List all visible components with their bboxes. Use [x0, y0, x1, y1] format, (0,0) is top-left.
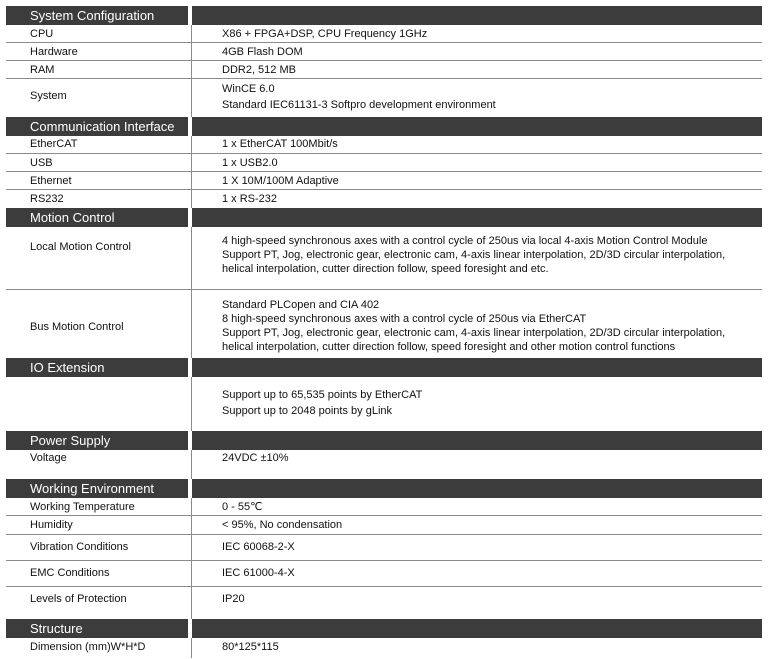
spec-label: RAM	[30, 64, 55, 76]
section-header-structure	[6, 619, 762, 638]
column-divider	[191, 136, 192, 208]
spec-value: 0 - 55℃	[222, 501, 263, 513]
spec-label: Local Motion Control	[30, 241, 131, 253]
section-header-system	[6, 6, 762, 25]
spec-row-hardware	[6, 43, 762, 61]
section-title: Communication Interface	[30, 119, 175, 134]
spec-value: DDR2, 512 MB	[222, 64, 296, 76]
spec-row-emc	[6, 561, 762, 587]
spec-row-ethercat	[6, 136, 762, 154]
spec-row-bus-motion	[6, 290, 762, 358]
spec-value: 1 x USB2.0	[222, 157, 278, 169]
spec-label: Hardware	[30, 46, 78, 58]
spec-value: < 95%, No condensation	[222, 519, 343, 531]
section-header-power	[6, 431, 762, 450]
spec-row-protection	[6, 587, 762, 619]
spec-row-rs232	[6, 190, 762, 208]
spec-row-dimension	[6, 638, 762, 658]
spec-row-ethernet	[6, 172, 762, 190]
section-header-io	[6, 358, 762, 377]
spec-value: IP20	[222, 593, 245, 605]
spec-value: X86 + FPGA+DSP, CPU Frequency 1GHz	[222, 28, 428, 40]
spec-label: Levels of Protection	[30, 593, 127, 605]
spec-value-line: Support up to 2048 points by gLink	[222, 405, 393, 417]
spec-value-line: Support PT, Jog, electronic gear, electronic cam, 4-axis linear interpolation, 2D/3D circular interpolation,	[222, 327, 726, 339]
spec-label: Humidity	[30, 519, 73, 531]
spec-value-line: Support up to 65,535 points by EtherCAT	[222, 389, 423, 401]
spec-label: CPU	[30, 28, 54, 40]
spec-label: RS232	[30, 193, 64, 205]
spec-label: System	[30, 90, 67, 102]
spec-label: Vibration Conditions	[30, 541, 129, 553]
spec-label: Ethernet	[30, 175, 72, 187]
spec-value-line: helical interpolation, cutter direction follow, speed foresight and other motion control functions	[222, 341, 676, 353]
column-divider	[191, 25, 192, 117]
column-divider	[191, 377, 192, 431]
column-divider	[191, 227, 192, 358]
section-title: Working Environment	[30, 481, 155, 496]
spec-row-ram	[6, 61, 762, 79]
spec-row-system	[6, 79, 762, 117]
spec-label: EtherCAT	[30, 138, 78, 150]
spec-value: 1 x RS-232	[222, 193, 278, 205]
spec-value-line: Support PT, Jog, electronic gear, electronic cam, 4-axis linear interpolation, 2D/3D circular interpolation,	[222, 249, 726, 261]
spec-label: Voltage	[30, 452, 67, 464]
section-header-environment	[6, 479, 762, 498]
spec-row-humidity	[6, 516, 762, 535]
section-header-motion	[6, 208, 762, 227]
column-divider	[191, 498, 192, 619]
spec-label: Working Temperature	[30, 501, 135, 513]
column-divider	[191, 638, 192, 658]
section-title: Structure	[30, 621, 83, 636]
spec-value-line: Standard IEC61131-3 Softpro development environment	[222, 99, 496, 111]
spec-value: 80*125*115	[222, 641, 279, 653]
spec-value: 1 X 10M/100M Adaptive	[222, 175, 339, 187]
spec-label: USB	[30, 157, 53, 169]
spec-label: Dimension (mm)W*H*D	[30, 641, 146, 653]
spec-row-cpu	[6, 25, 762, 43]
spec-value-line: WinCE 6.0	[222, 83, 275, 95]
spec-value-line: 4 high-speed synchronous axes with a control cycle of 250us via local 4-axis Motion Control Module	[222, 235, 708, 247]
section-title: Power Supply	[30, 433, 111, 448]
spec-row-voltage	[6, 450, 762, 479]
spec-value: 24VDC ±10%	[222, 452, 289, 464]
spec-value: IEC 60068-2-X	[222, 541, 295, 553]
spec-row-local-motion	[6, 227, 762, 290]
section-header-communication	[6, 117, 762, 136]
section-title: IO Extension	[30, 360, 105, 375]
spec-value-line: Standard PLCopen and CIA 402	[222, 299, 380, 311]
spec-value: 4GB Flash DOM	[222, 46, 303, 58]
spec-label: Bus Motion Control	[30, 321, 124, 333]
section-title: System Configuration	[30, 8, 155, 23]
spec-row-temperature	[6, 498, 762, 516]
spec-row-io	[6, 377, 762, 431]
spec-value-line: helical interpolation, cutter direction follow, speed foresight and etc.	[222, 263, 549, 275]
spec-value-line: 8 high-speed synchronous axes with a control cycle of 250us via EtherCAT	[222, 313, 587, 325]
column-divider	[191, 450, 192, 479]
spec-value: 1 x EtherCAT 100Mbit/s	[222, 138, 338, 150]
spec-value: IEC 61000-4-X	[222, 567, 295, 579]
section-title: Motion Control	[30, 210, 115, 225]
spec-label: EMC Conditions	[30, 567, 110, 579]
spec-row-vibration	[6, 535, 762, 561]
spec-row-usb	[6, 154, 762, 172]
